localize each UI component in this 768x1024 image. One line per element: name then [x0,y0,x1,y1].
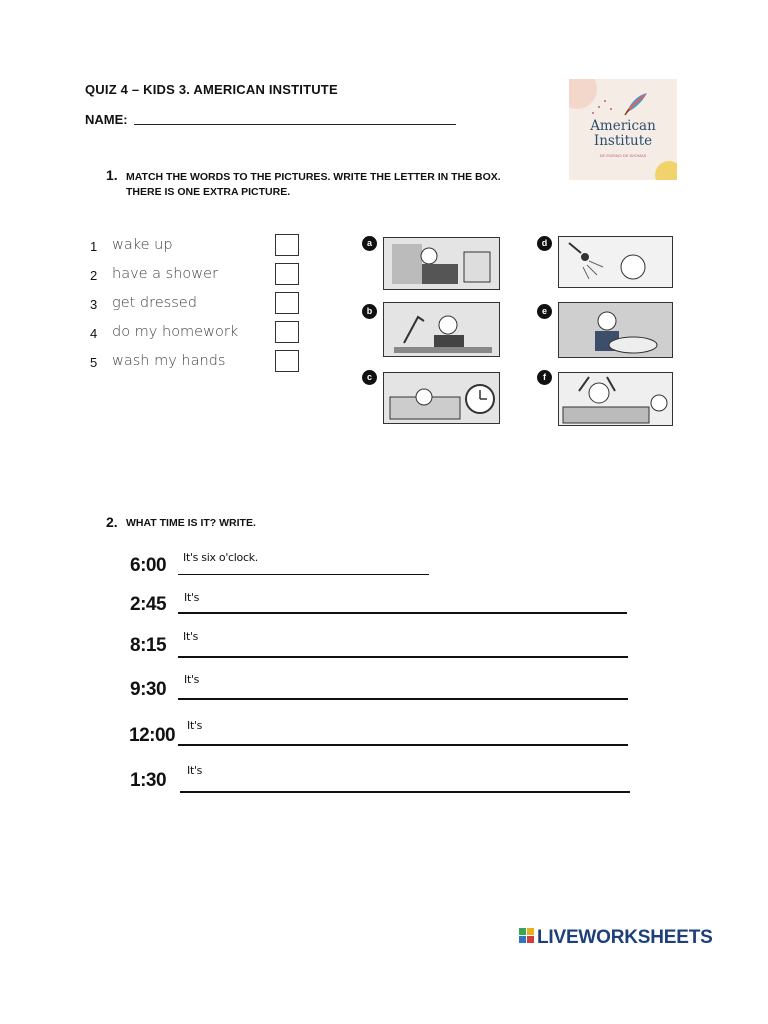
picture-letter-e: e [537,304,552,319]
section1-instruction-line2: THERE IS ONE EXTRA PICTURE. [126,186,291,198]
answer-text: It's [183,630,199,643]
word-label: have a shower [112,266,219,282]
word-label: do my homework [112,324,239,340]
time-label: 8:15 [130,635,167,656]
word-label: get dressed [112,295,197,311]
boy-waking-up-icon [558,372,673,426]
logo-line2: Institute [593,133,653,149]
answer-text: It's [187,719,203,732]
picture-letter-a: a [362,236,377,251]
answer-line-1[interactable] [178,574,429,575]
liveworksheets-brand: LIVEWORKSHEETS [537,927,713,948]
answer-box-5[interactable] [275,350,299,372]
section2-number: 2. [106,514,118,530]
boy-sleeping-clock-icon [383,372,500,424]
logo-tagline: DE ENSINO DE IDIOMAS [599,153,647,158]
time-label: 6:00 [130,555,167,576]
liveworksheets-logo-icon [519,928,535,944]
time-label: 12:00 [129,725,176,746]
word-number: 5 [90,355,98,370]
time-label: 1:30 [130,770,167,791]
time-label: 9:30 [130,679,167,700]
name-input-line[interactable] [134,124,456,125]
picture-letter-b: b [362,304,377,319]
answer-line-2[interactable] [178,612,627,614]
answer-line-5[interactable] [178,744,628,746]
logo-text [569,119,677,149]
answer-text: It's six o'clock. [183,551,259,564]
answer-box-1[interactable] [275,234,299,256]
answer-line-3[interactable] [178,656,628,658]
picture-letter-f: f [537,370,552,385]
logo-line1: American [590,118,656,134]
answer-box-2[interactable] [275,263,299,285]
word-label: wash my hands [112,353,226,369]
answer-text: It's [184,673,200,686]
word-number: 3 [90,297,98,312]
quiz-title: QUIZ 4 – KIDS 3. AMERICAN INSTITUTE [85,82,338,97]
word-number: 2 [90,268,98,283]
boy-shower-icon [558,236,673,288]
answer-line-4[interactable] [178,698,628,700]
word-label: wake up [112,237,173,253]
name-label: NAME: [85,112,128,127]
answer-text: It's [187,764,203,777]
answer-line-6[interactable] [180,791,630,793]
word-number: 4 [90,326,98,341]
picture-letter-d: d [537,236,552,251]
american-institute-logo [569,79,677,180]
boy-doing-homework-icon [383,302,500,357]
boy-getting-dressed-icon [383,237,500,290]
answer-box-4[interactable] [275,321,299,343]
section1-instruction-line1: MATCH THE WORDS TO THE PICTURES. WRITE THE LETTER IN THE BOX. [126,171,501,183]
boy-washing-hands-icon [558,302,673,358]
answer-text: It's [184,591,200,604]
word-number: 1 [90,239,98,254]
answer-box-3[interactable] [275,292,299,314]
section1-instruction [126,170,501,200]
time-label: 2:45 [130,594,167,615]
picture-letter-c: c [362,370,377,385]
section1-number: 1. [106,167,118,183]
section2-instruction: WHAT TIME IS IT? WRITE. [126,517,256,529]
